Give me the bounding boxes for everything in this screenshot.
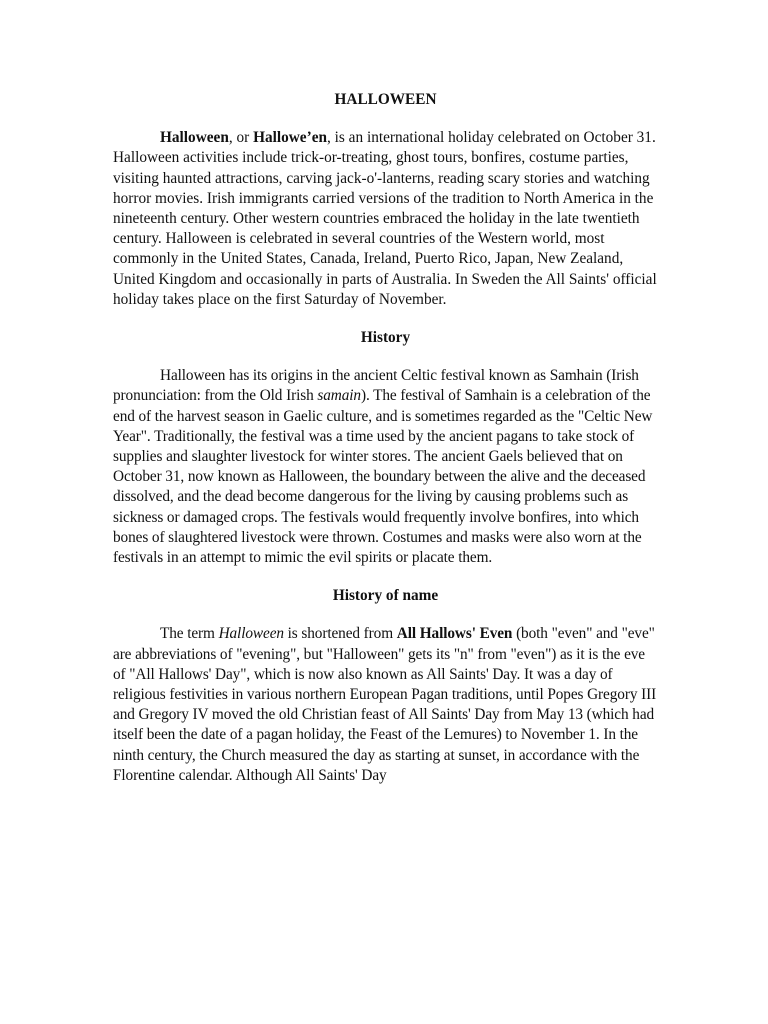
document-page: [113, 90, 658, 786]
intro-text: , is an international holiday celebrated on October 31. Halloween activities include trick-or-treating, ghost tours, bonfires, costume parties, visiting haunted attractions, carving jack-o'-lanterns, reading scary stories and watching horror movies. Irish immigrants carried versions of the tradition to North America in the nineteenth century. Other western countries embraced the holiday in the late twentieth century. Halloween is celebrated in several countries of the Western world, most commonly in the United States, Canada, Ireland, Puerto Rico, Japan, New Zealand, United Kingdom and occasionally in parts of Australia. In Sweden the All Saints' official holiday takes place on the first Saturday of November.: [113, 129, 657, 308]
history-text-part1: Halloween has its origins in the ancient Celtic festival known as Samhain (Irish pronunciation: from the Old Irish: [113, 367, 639, 405]
history-heading: History: [360, 329, 411, 347]
name-all-hallows-even: All Hallows' Even: [396, 625, 513, 643]
intro-term-hallowe-en: Hallowe’en: [253, 129, 327, 147]
name-text-part2: is shortened from: [283, 625, 397, 643]
intro-separator: , or: [228, 129, 254, 147]
name-text-part1: The term: [160, 625, 219, 643]
history-of-name-paragraph: [113, 624, 658, 786]
history-of-name-heading: History of name: [332, 587, 439, 605]
intro-term-halloween: Halloween: [160, 129, 229, 147]
name-halloween-italic: Halloween: [218, 625, 284, 643]
history-paragraph: [113, 366, 658, 568]
history-text-part2: ). The festival of Samhain is a celebration of the end of the harvest season in Gaelic culture, and is sometimes regarded as the "Celtic New Year". Traditionally, the festival was a time used by the ancient pagans to take stock of supplies and slaughter livestock for winter stores. The ancient Gaels believed that on October 31, now known as Halloween, the boundary between the alive and the deceased dissolved, and the dead become dangerous for the living by causing problems such as sickness or damaged crops. The festivals would frequently involve bonfires, into which bones of slaughtered livestock were thrown. Costumes and masks were also worn at the festivals in an attempt to mimic the evil spirits or placate them.: [113, 387, 653, 567]
name-text-part3: (both "even" and "eve" are abbreviations of "evening", but "Halloween" gets its "n" from "even") as it is the eve of "All Hallows' Day", which is now also known as All Saints' Day. It was a day of religious festivities in various northern European Pagan traditions, until Popes Gregory III and Gregory IV moved the old Christian feast of All Saints' Day from May 13 (which had itself been the date of a pagan holiday, the Feast of the Lemures) to November 1. In the ninth century, the Church measured the day as starting at sunset, in accordance with the Florentine calendar. Although All Saints' Day: [113, 625, 657, 784]
history-samain-italic: samain: [317, 387, 361, 405]
intro-paragraph: [113, 128, 658, 310]
document-title: HALLOWEEN: [334, 91, 437, 108]
